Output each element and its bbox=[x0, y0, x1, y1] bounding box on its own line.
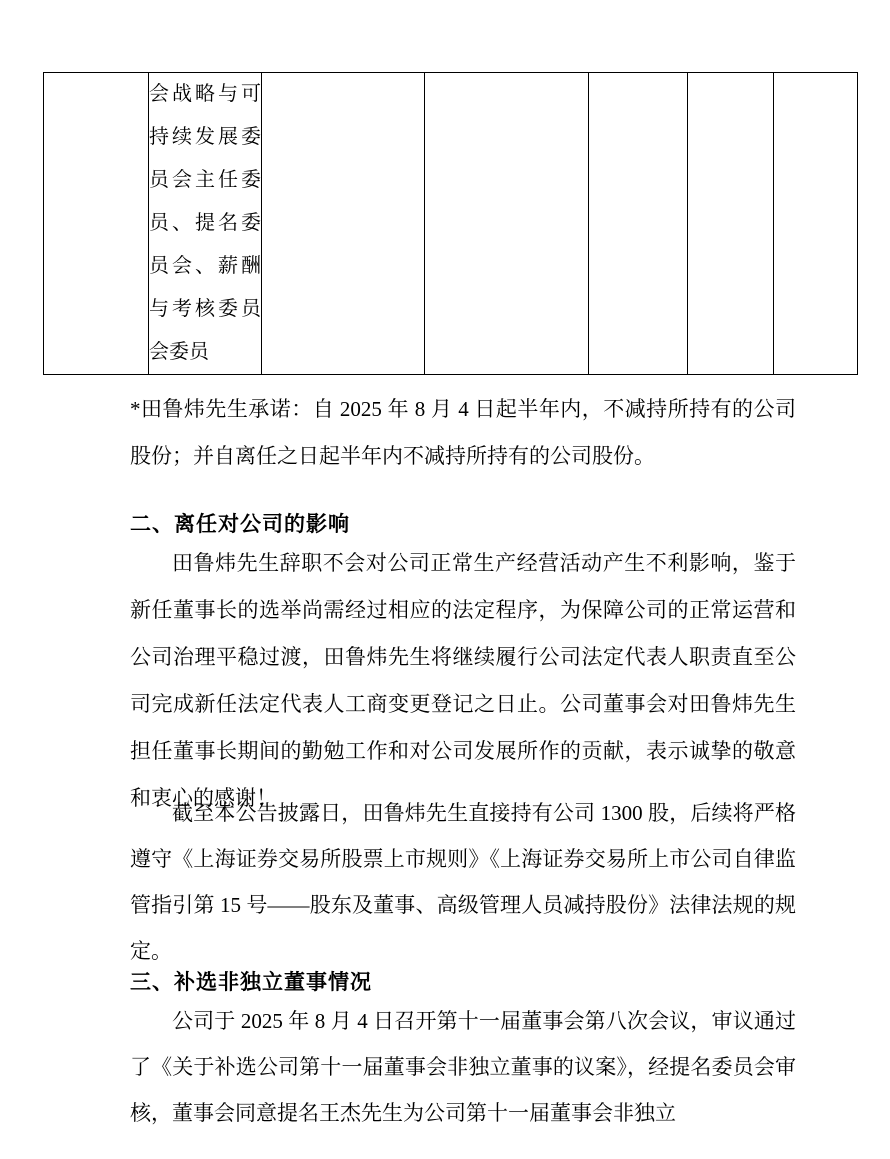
table-cell-empty-2 bbox=[262, 73, 425, 375]
table-cell-empty-5 bbox=[688, 73, 774, 375]
table-cell-position-text: 会战略与可持续发展委员会主任委员、提名委员会、薪酬与考核委员会委员 bbox=[149, 73, 262, 375]
table-cell-empty-3 bbox=[425, 73, 589, 375]
section-2-heading: 二、离任对公司的影响 bbox=[130, 513, 350, 536]
section-2-paragraph-1: 田鲁炜先生辞职不会对公司正常生产经营活动产生不利影响，鉴于新任董事长的选举尚需经过相应的法定程序，为保障公司的正常运营和公司治理平稳过渡，田鲁炜先生将继续履行公司法定代表人职责直至公司完成新任法定代表人工商变更登记之日止。公司董事会对田鲁炜先生担任董事长期间的勤勉工作和对公司发展所作的贡献，表示诚挚的敬意和衷心的感谢！ bbox=[130, 551, 796, 810]
table-cell-empty-6 bbox=[774, 73, 858, 375]
table-footnote: *田鲁炜先生承诺：自 2025 年 8 月 4 日起半年内，不减持所持有的公司股份；并自离任之日起半年内不减持所持有的公司股份。 bbox=[130, 397, 796, 468]
director-positions-table bbox=[43, 72, 858, 375]
section-2-paragraph-2: 截至本公告披露日，田鲁炜先生直接持有公司 1300 股，后续将严格遵守《上海证券交易所股票上市规则》《上海证券交易所上市公司自律监管指引第 15 号——股东及董事、高级管理人员减持股份》法律法规的规定。 bbox=[130, 801, 796, 963]
table-cell-empty-4 bbox=[589, 73, 688, 375]
section-3-paragraph-1: 公司于 2025 年 8 月 4 日召开第十一届董事会第八次会议，审议通过了《关于补选公司第十一届董事会非独立董事的议案》，经提名委员会审核，董事会同意提名王杰先生为公司第十一届董事会非独立 bbox=[130, 1009, 796, 1125]
table-row bbox=[44, 73, 858, 375]
section-3-heading: 三、补选非独立董事情况 bbox=[130, 971, 372, 994]
table-cell-empty-1 bbox=[44, 73, 149, 375]
